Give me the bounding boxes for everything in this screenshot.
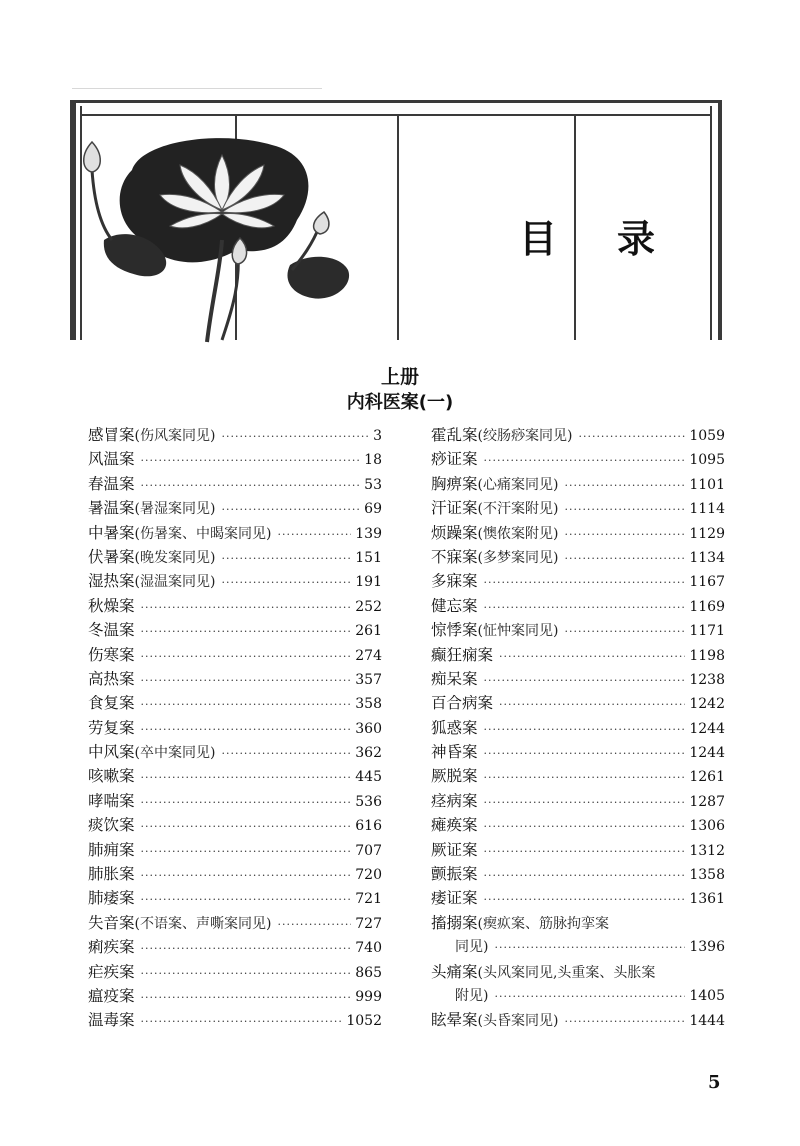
leader-dots	[499, 693, 685, 717]
leader-dots	[141, 864, 352, 888]
toc-entry	[88, 716, 382, 740]
toc-entry-page: 139	[355, 525, 382, 542]
leader-dots	[484, 718, 686, 742]
toc-entry-page: 1244	[689, 720, 725, 737]
toc-entry-page: 69	[364, 501, 382, 518]
leader-dots	[141, 596, 352, 620]
toc-entry-title: 痰饮案	[88, 816, 135, 835]
toc-entry-page: 1134	[689, 549, 725, 566]
toc-entry	[431, 667, 725, 691]
toc-entry-page: 3	[373, 428, 382, 444]
toc-entry-page: 1101	[689, 476, 725, 493]
toc-entry-note-cont: 附见)	[455, 987, 489, 1004]
toc-entry	[431, 911, 725, 935]
toc-entry-title: 百合病案	[431, 694, 494, 713]
leader-dots	[141, 937, 352, 961]
toc-entry-note: (头昏案同见)	[477, 1013, 559, 1030]
toc-entry-note: (伤风案同见)	[134, 428, 216, 444]
toc-entry	[88, 764, 382, 788]
toc-entry-title: 烦躁案	[431, 523, 478, 542]
toc-entry-page: 53	[364, 476, 382, 493]
leader-dots	[141, 669, 352, 693]
toc-entry-page: 865	[355, 964, 382, 981]
toc-entry-title: 瘫痪案	[431, 816, 478, 835]
toc-entry-title: 胸痹案	[431, 474, 478, 493]
toc-entry-title: 秋燥案	[88, 596, 135, 615]
toc-entry	[431, 594, 725, 618]
toc-entry-note: (晚发案同见)	[134, 549, 216, 566]
toc-entry-title: 厥证案	[431, 840, 478, 859]
toc-entry-title: 食复案	[88, 694, 135, 713]
leader-dots	[484, 596, 686, 620]
leader-dots	[564, 498, 685, 522]
toc-entry-note: (瘈疭案、筋脉拘挛案	[477, 915, 609, 932]
toc-entry-page: 1306	[689, 818, 725, 835]
toc-entry	[431, 838, 725, 862]
leader-dots	[564, 547, 685, 571]
toc-entry-title: 伏暑案	[88, 547, 135, 566]
toc-entry	[431, 472, 725, 496]
toc-entry-title: 春温案	[88, 474, 135, 493]
toc-entry	[88, 1008, 382, 1032]
toc-entry-page: 707	[355, 842, 382, 859]
leader-dots	[141, 645, 352, 669]
toc-entry-page: 1171	[689, 623, 725, 640]
toc-entry-title: 多寐案	[431, 572, 478, 591]
toc-entry	[431, 960, 725, 984]
toc-entry-page: 18	[364, 452, 382, 469]
toc-entry	[431, 740, 725, 764]
toc-entry-page: 1059	[689, 428, 725, 444]
toc-entry	[88, 691, 382, 715]
toc-entry-page: 360	[355, 720, 382, 737]
toc-entry-title: 肺痈案	[88, 840, 135, 859]
toc-entry-title: 咳嗽案	[88, 767, 135, 786]
leader-dots	[141, 986, 352, 1010]
toc-entry	[88, 862, 382, 886]
toc-entry-page: 1052	[346, 1013, 382, 1030]
toc-entry-title: 健忘案	[431, 596, 478, 615]
toc-entry	[431, 643, 725, 667]
leader-dots	[484, 766, 686, 790]
leader-dots	[141, 888, 352, 912]
toc-entry	[431, 886, 725, 910]
toc-entry-page: 358	[355, 696, 382, 713]
leader-dots	[564, 620, 685, 644]
leader-dots	[141, 840, 352, 864]
toc-entry-title: 狐惑案	[431, 718, 478, 737]
toc-entry-note-cont: 同见)	[455, 939, 489, 956]
toc-entry-page: 1405	[689, 987, 725, 1004]
toc-entry	[88, 447, 382, 471]
toc-entry	[88, 935, 382, 959]
toc-entry-title: 瘟疫案	[88, 986, 135, 1005]
toc-entry-note: (暑湿案同见)	[134, 501, 216, 518]
toc-entry-page: 261	[355, 623, 382, 640]
toc-entry-page: 362	[355, 745, 382, 762]
toc-entry	[88, 740, 382, 764]
toc-entry	[88, 472, 382, 496]
leader-dots	[221, 571, 351, 595]
leader-dots	[484, 571, 686, 595]
toc-entry	[88, 813, 382, 837]
toc-entry	[431, 569, 725, 593]
toc-entry-title: 不寐案	[431, 547, 478, 566]
toc-entry-title: 中暑案	[88, 523, 135, 542]
toc-entry-title: 哮喘案	[88, 791, 135, 810]
toc-entry	[88, 618, 382, 642]
toc-entry	[88, 984, 382, 1008]
toc-entry-continuation	[431, 984, 725, 1008]
toc-entry-title: 惊悸案	[431, 621, 478, 640]
toc-entry-title: 神昏案	[431, 743, 478, 762]
toc-entry-page: 1114	[689, 501, 725, 518]
toc-entry	[88, 423, 382, 447]
toc-entry-title: 湿热案	[88, 572, 135, 591]
toc-entry	[88, 911, 382, 935]
toc-entry-page: 1095	[689, 452, 725, 469]
heading-lu: 录	[617, 217, 656, 261]
toc-entry-title: 霍乱案	[431, 426, 478, 444]
toc-entry-note: (多梦案同见)	[477, 549, 559, 566]
leader-dots	[277, 913, 351, 937]
toc-entry-page: 151	[355, 549, 382, 566]
leader-dots	[277, 523, 351, 547]
toc-entry-title: 温毒案	[88, 1011, 135, 1030]
toc-entry-title: 搐搦案	[431, 913, 478, 932]
leader-dots	[564, 474, 685, 498]
leader-dots	[484, 791, 686, 815]
toc-entry-title: 失音案	[88, 913, 135, 932]
toc-entry-title: 肺胀案	[88, 865, 135, 884]
toc-entry-title: 冬温案	[88, 621, 135, 640]
toc-entry-title: 伤寒案	[88, 645, 135, 664]
toc-entry-page: 357	[355, 671, 382, 688]
toc-entry-note: (心痛案同见)	[477, 476, 559, 493]
toc-entry	[431, 813, 725, 837]
toc-entry-title: 肺痿案	[88, 889, 135, 908]
leader-dots	[221, 425, 369, 449]
toc-entry-page: 1396	[689, 939, 725, 956]
toc-entry-page: 1242	[689, 696, 725, 713]
toc-entry-note: (绞肠痧案同见)	[477, 428, 573, 444]
toc-entry	[431, 764, 725, 788]
toc-entry	[431, 496, 725, 520]
toc-entry-title: 眩晕案	[431, 1011, 478, 1030]
toc-entry	[88, 838, 382, 862]
leader-dots	[141, 1010, 343, 1034]
toc-entry-title: 厥脱案	[431, 767, 478, 786]
leader-dots	[141, 620, 352, 644]
toc-entry-page: 191	[355, 574, 382, 591]
toc-entry	[88, 789, 382, 813]
toc-entry	[431, 423, 725, 447]
leader-dots	[141, 962, 352, 986]
leader-dots	[141, 766, 352, 790]
leader-dots	[484, 449, 686, 473]
top-rule	[72, 88, 322, 89]
toc-entry	[88, 960, 382, 984]
toc-entry-page: 720	[355, 867, 382, 884]
toc-entry-page: 1358	[689, 867, 725, 884]
leader-dots	[141, 815, 352, 839]
page-number: 5	[708, 1072, 721, 1093]
toc-entry	[88, 496, 382, 520]
toc-entry	[431, 1008, 725, 1032]
toc-entry-page: 1129	[689, 525, 725, 542]
toc-entry-note: (不汗案附见)	[477, 501, 559, 518]
toc-entry-title: 劳复案	[88, 718, 135, 737]
toc-entry-continuation	[431, 935, 725, 959]
toc-entry-note: (伤暑案、中暍案同见)	[134, 525, 272, 542]
toc-entry-note: (不语案、声嘶案同见)	[134, 915, 272, 932]
toc-entry-note: (怔忡案同见)	[477, 623, 559, 640]
leader-dots	[484, 864, 686, 888]
toc-entry-page: 1287	[689, 793, 725, 810]
toc-entry-title: 暑温案	[88, 499, 135, 518]
toc-entry-note: (懊侬案附见)	[477, 525, 559, 542]
toc-entry-page: 999	[355, 988, 382, 1005]
toc-entry	[431, 716, 725, 740]
toc-entry	[431, 447, 725, 471]
toc-entry-title: 痉病案	[431, 791, 478, 810]
toc-entry-page: 1444	[689, 1013, 725, 1030]
toc-entry	[431, 618, 725, 642]
leader-dots	[141, 693, 352, 717]
toc-entry-page: 1361	[689, 891, 725, 908]
toc-entry-title: 痢疾案	[88, 938, 135, 957]
toc-entry-note: (卒中案同见)	[134, 745, 216, 762]
leader-dots	[221, 498, 360, 522]
toc-entry-title: 中风案	[88, 743, 135, 762]
toc-entry-page: 1169	[689, 598, 725, 615]
toc-right-column	[431, 423, 725, 1033]
section-title: 内科医案(一)	[346, 392, 454, 413]
toc-entry-page: 1261	[689, 769, 725, 786]
toc-entry-page: 536	[355, 793, 382, 810]
toc-entry	[431, 521, 725, 545]
leader-dots	[578, 425, 685, 449]
toc-entry-title: 感冒案	[88, 426, 135, 444]
toc-left-column	[88, 423, 382, 1033]
toc-entry-note: (湿温案同见)	[134, 574, 216, 591]
toc-entry-title: 颤振案	[431, 865, 478, 884]
volume-title: 上册	[380, 366, 419, 388]
toc-entry-page: 616	[355, 818, 382, 835]
leader-dots	[484, 888, 686, 912]
toc-entry-page: 252	[355, 598, 382, 615]
leader-dots	[484, 742, 686, 766]
toc-entry	[431, 789, 725, 813]
leader-dots	[484, 669, 686, 693]
leader-dots	[484, 840, 686, 864]
toc-entry-page: 1167	[689, 574, 725, 591]
toc-entry-page: 1198	[689, 647, 725, 664]
toc-entry-title: 头痛案	[431, 962, 478, 981]
toc-entry-page: 1244	[689, 745, 725, 762]
toc-entry	[88, 667, 382, 691]
toc-entry-page: 1312	[689, 842, 725, 859]
leader-dots	[494, 936, 685, 960]
toc-entry	[431, 691, 725, 715]
leader-dots	[221, 547, 351, 571]
toc-entry-page: 727	[355, 915, 382, 932]
leader-dots	[564, 1010, 685, 1034]
heading-mu: 目	[519, 217, 558, 261]
toc-entry	[88, 569, 382, 593]
toc-entry-page: 274	[355, 647, 382, 664]
leader-dots	[484, 815, 686, 839]
toc-entry	[88, 643, 382, 667]
leader-dots	[499, 645, 685, 669]
leader-dots	[564, 523, 685, 547]
toc-entry	[88, 545, 382, 569]
leader-dots	[141, 474, 361, 498]
toc-entry-page: 721	[355, 891, 382, 908]
toc-entry-page: 1238	[689, 671, 725, 688]
toc-entry	[431, 545, 725, 569]
leader-dots	[494, 985, 685, 1009]
leader-dots	[221, 742, 351, 766]
toc-entry-page: 740	[355, 940, 382, 957]
toc-entry-title: 高热案	[88, 669, 135, 688]
toc-entry-title: 癫狂痫案	[431, 645, 494, 664]
toc-entry-title: 汗证案	[431, 499, 478, 518]
toc-entry-title: 痧证案	[431, 450, 478, 469]
leader-dots	[141, 718, 352, 742]
toc-entry-note: (头风案同见,头重案、头胀案	[477, 964, 656, 981]
leader-dots	[141, 791, 352, 815]
toc-entry	[88, 886, 382, 910]
lotus-illustration	[72, 130, 362, 345]
toc-entry	[88, 521, 382, 545]
toc-entry-title: 痿证案	[431, 889, 478, 908]
toc-entry-title: 风温案	[88, 450, 135, 469]
toc-entry-title: 疟疾案	[88, 962, 135, 981]
toc-entry	[431, 862, 725, 886]
toc-entry	[88, 594, 382, 618]
toc-entry-title: 痴呆案	[431, 669, 478, 688]
toc-entry-page: 445	[355, 769, 382, 786]
leader-dots	[141, 449, 361, 473]
